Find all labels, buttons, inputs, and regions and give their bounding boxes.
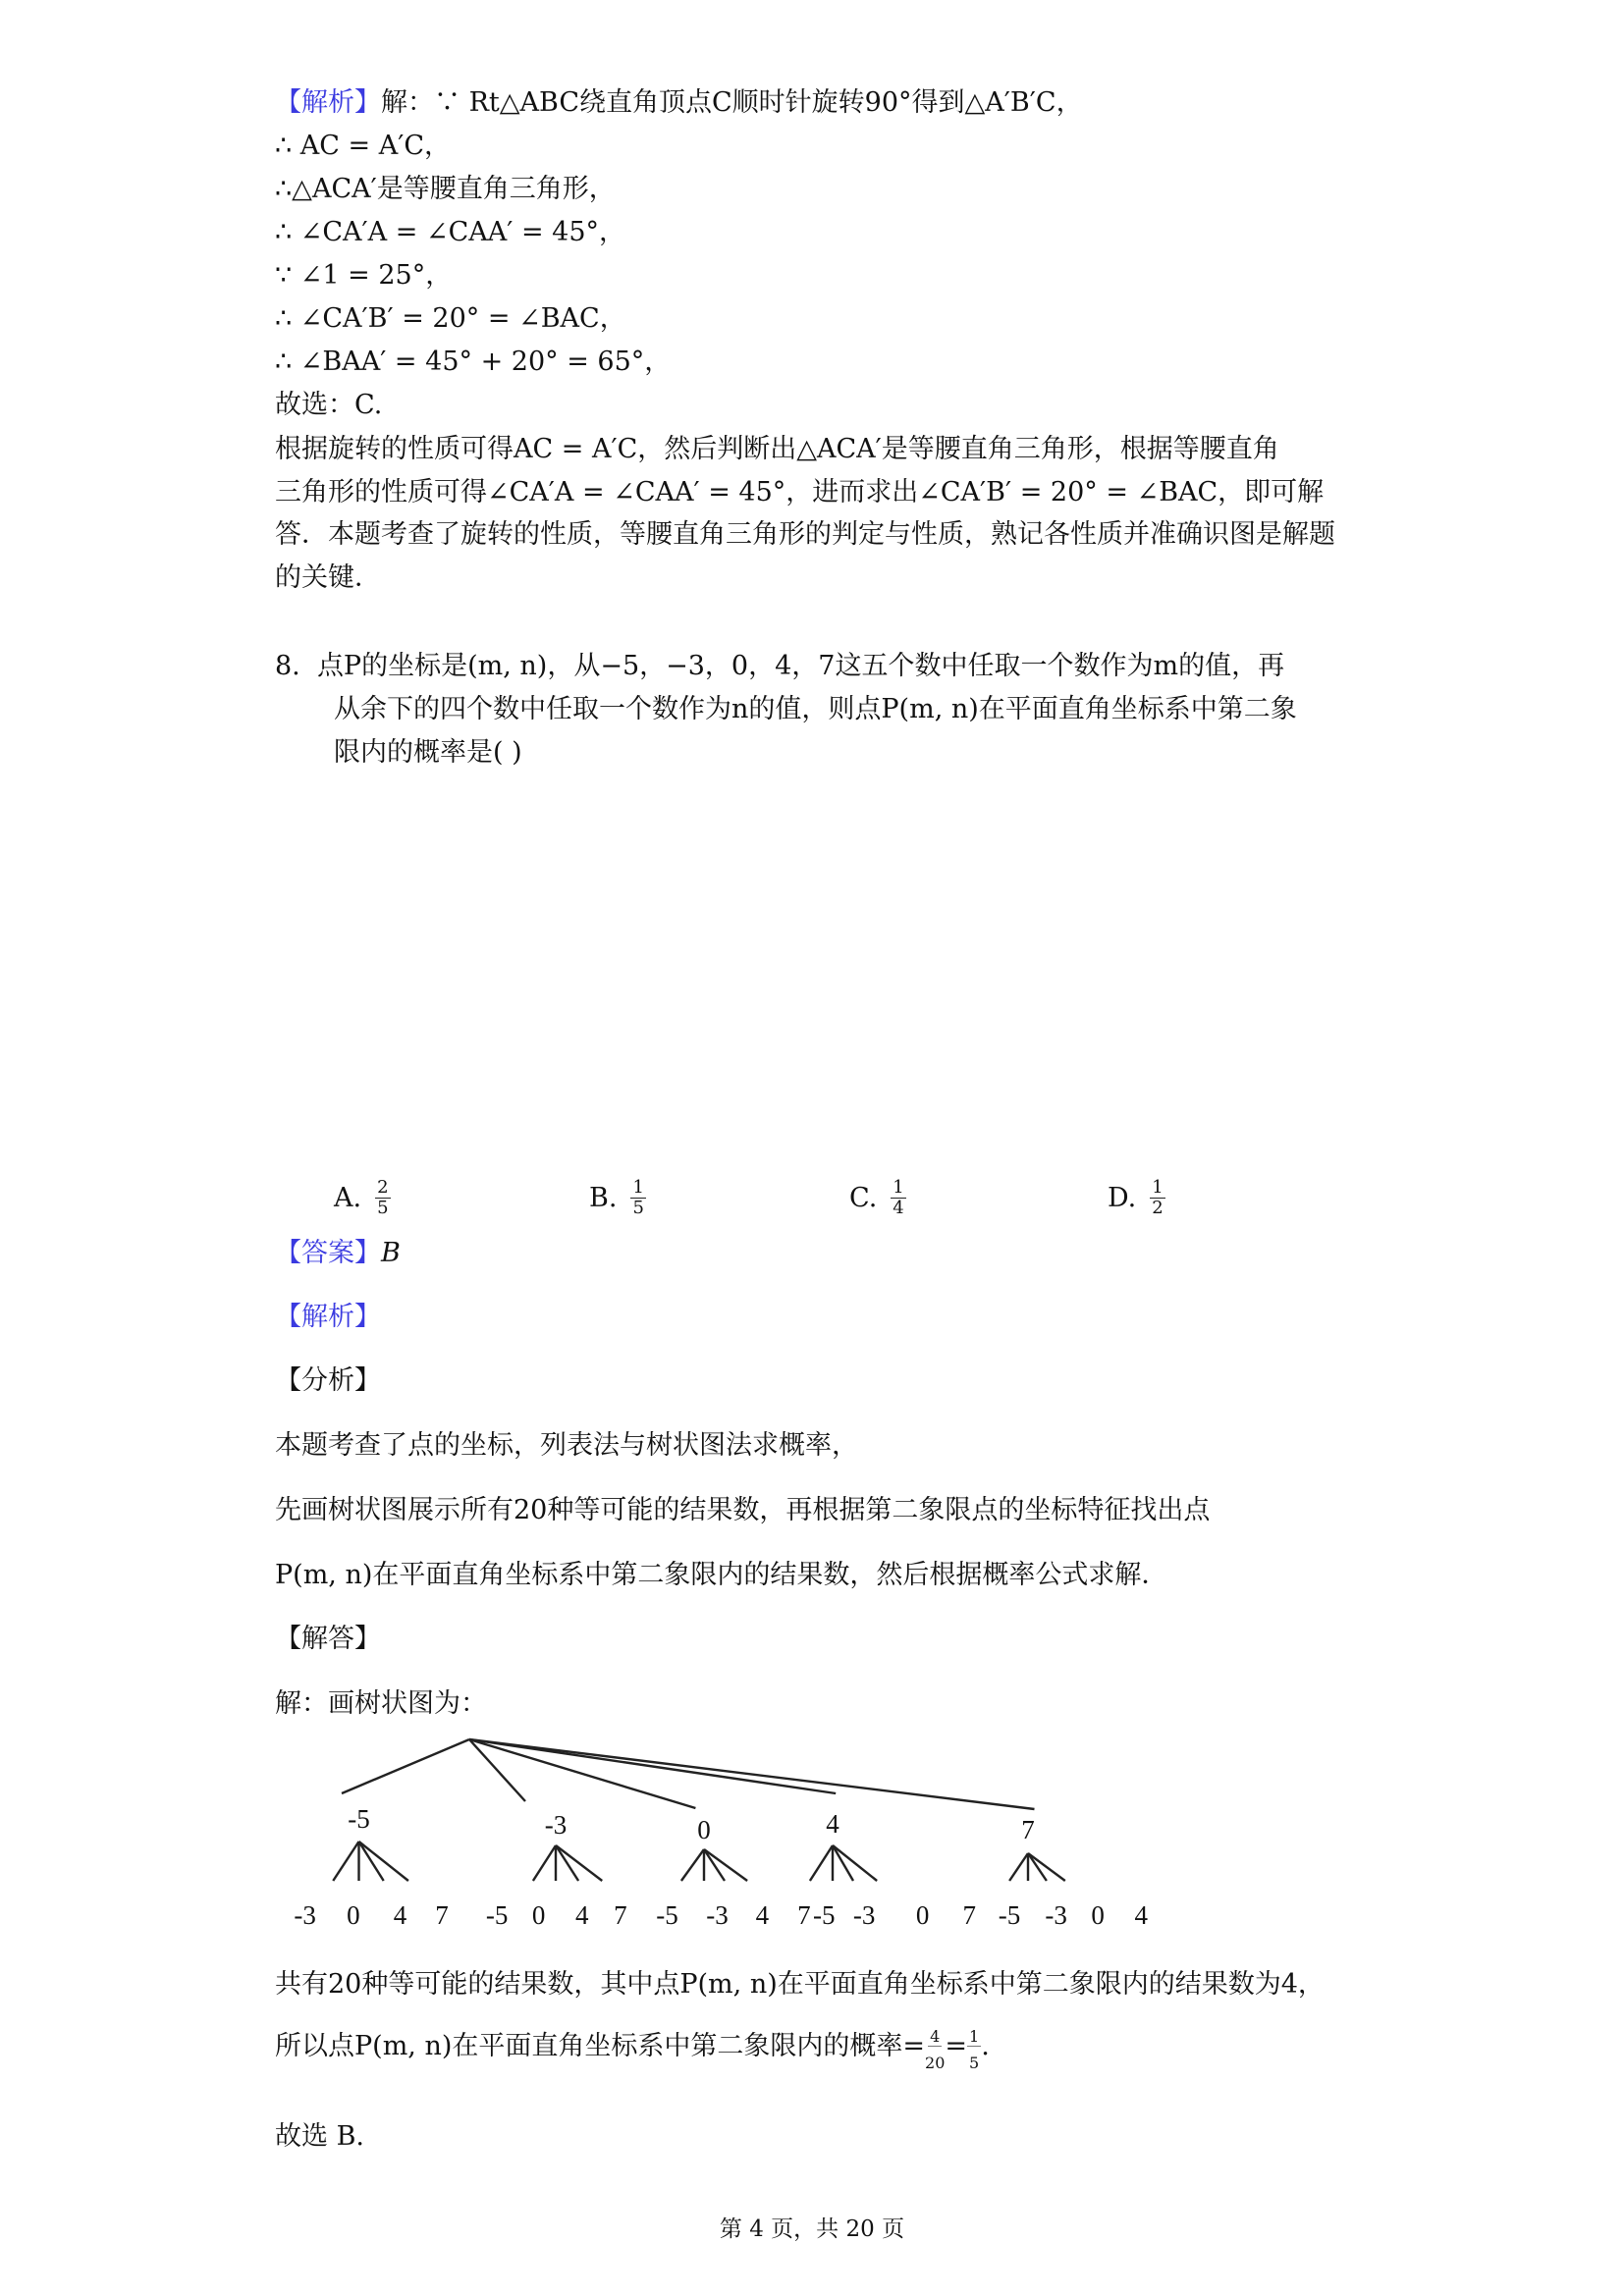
tree-branch-level2 (359, 1842, 408, 1881)
tree-branch-level2 (359, 1842, 384, 1881)
tree-node-level2: -5 (813, 1900, 836, 1930)
tree-node-level2: -3 (1045, 1900, 1067, 1930)
commentary-line: 三角形的性质可得∠CA′A = ∠CAA′ = 45°，进而求出∠CA′B′ = 20° = ∠BAC，即可解 (275, 477, 1325, 507)
tree-node-level1: 0 (697, 1815, 711, 1844)
step-line: ∵ ∠1 = 25°， (275, 260, 453, 291)
tree-node-level2: -3 (294, 1900, 316, 1930)
analysis-line-1 (275, 86, 1083, 120)
tree-branch-level2 (810, 1845, 833, 1881)
tree-node-level2: 7 (614, 1900, 627, 1930)
tree-branch-level2 (704, 1849, 725, 1881)
probability-fraction-1 (925, 2027, 946, 2072)
numerator: 2 (377, 1177, 389, 1198)
answer-line (275, 1237, 401, 1270)
step-line: ∴ ∠CA′B′ = 20° = ∠BAC， (275, 303, 626, 334)
step-line: ∴△ACA′是等腰直角三角形， (275, 174, 616, 204)
fenxi-tag: 【分析】 (275, 1365, 381, 1396)
denominator: 5 (632, 1198, 644, 1218)
tree-branch-level2 (556, 1845, 602, 1881)
tree-node-level2: 4 (755, 1900, 770, 1930)
final-conclusion: 故选 B. (275, 2121, 365, 2152)
commentary-line: 的关键． (275, 562, 381, 593)
step-line: ∴ ∠BAA′ = 45° + 20° = 65°， (275, 347, 672, 377)
tree-labels (294, 1804, 1148, 1930)
tree-node-level1: -3 (544, 1810, 568, 1840)
denominator: 20 (925, 2054, 946, 2072)
question-text: 点P的坐标是(m, n)，从−5，−3，0，4，7这五个数中任取一个数作为m的值，再 (316, 651, 1285, 681)
analysis-text: 解：∵ Rt△ABC绕直角顶点C顺时针旋转90°得到△A′B′C， (381, 87, 1083, 118)
option-fraction (375, 1178, 390, 1218)
tree-node-level2: 4 (393, 1900, 407, 1930)
tree-branch-level2 (1028, 1853, 1065, 1881)
option-fraction (891, 1178, 905, 1218)
jieda-intro: 解：画树状图为： (275, 1688, 487, 1719)
fenxi-line: P(m, n)在平面直角坐标系中第二象限内的结果数，然后根据概率公式求解． (275, 1560, 1168, 1590)
tree-branches (333, 1739, 1065, 1881)
numerator: 4 (930, 2027, 941, 2046)
denominator: 4 (893, 1198, 904, 1218)
option-d[interactable] (1108, 1178, 1165, 1218)
tree-branch-level1 (469, 1739, 836, 1793)
answer-tag: 【答案】 (275, 1238, 381, 1268)
option-label: C. (849, 1182, 878, 1213)
tree-node-level2: -5 (998, 1900, 1021, 1930)
analysis-tag: 【解析】 (275, 1302, 381, 1332)
numerator: 1 (632, 1177, 644, 1198)
tree-branch-level2 (333, 1842, 358, 1881)
tree-node-level2: 0 (531, 1900, 546, 1930)
fenxi-line: 先画树状图展示所有20种等可能的结果数，再根据第二象限点的坐标特征找出点 (275, 1495, 1211, 1525)
tree-branch-level2 (1028, 1853, 1047, 1881)
tree-branch-level1 (469, 1739, 1035, 1809)
option-label: B. (589, 1182, 618, 1213)
tree-node-level1: 4 (826, 1809, 839, 1839)
conclusion-line: 故选：C. (275, 390, 383, 420)
tree-branch-level2 (556, 1845, 578, 1881)
option-b[interactable] (589, 1178, 646, 1218)
tree-branch-level2 (681, 1849, 704, 1881)
tree-node-level2: 0 (915, 1900, 930, 1930)
tree-node-level2: 0 (1091, 1900, 1105, 1930)
page-footer: 第 4 页，共 20 页 (719, 2216, 905, 2242)
tree-branch-level2 (1009, 1853, 1028, 1881)
tree-node-level2: -3 (852, 1900, 876, 1930)
tree-branch-level2 (533, 1845, 556, 1881)
numerator: 1 (1152, 1177, 1164, 1198)
tree-branch-level1 (469, 1739, 695, 1808)
tree-node-level2: -3 (706, 1900, 729, 1930)
option-label: A. (334, 1182, 362, 1213)
fenxi-line: 本题考查了点的坐标，列表法与树状图法求概率， (275, 1430, 858, 1461)
tree-node-level2: 0 (347, 1900, 360, 1930)
tree-branch-level2 (704, 1849, 747, 1881)
tree-branch-level2 (833, 1845, 877, 1881)
tree-branch-level2 (833, 1845, 853, 1881)
denominator: 5 (969, 2054, 980, 2072)
tree-diagram (275, 1737, 1159, 1944)
question-8-line-1 (275, 650, 1284, 683)
commentary-line: 根据旋转的性质可得AC = A′C，然后判断出△ACA′是等腰直角三角形，根据等腰直角 (275, 434, 1279, 464)
tree-node-level2: 4 (575, 1900, 589, 1930)
step-line: ∴ ∠CA′A = ∠CAA′ = 45°， (275, 217, 626, 247)
numerator: 1 (969, 2027, 980, 2046)
tree-node-level2: -5 (485, 1900, 509, 1930)
option-fraction (630, 1178, 645, 1218)
question-text: 限内的概率是( ) (334, 737, 522, 768)
analysis-tag: 【解析】 (275, 87, 381, 118)
tree-node-level2: 7 (435, 1900, 449, 1930)
question-number: 8. (275, 651, 300, 681)
tree-branch-level1 (342, 1739, 469, 1793)
jieda-tag: 【解答】 (275, 1624, 381, 1654)
tree-node-level1: -5 (348, 1804, 370, 1834)
question-text: 从余下的四个数中任取一个数作为n的值，则点P(m, n)在平面直角坐标系中第二象 (334, 694, 1297, 724)
denominator: 2 (1152, 1198, 1164, 1218)
result-line: 共有20种等可能的结果数，其中点P(m, n)在平面直角坐标系中第二象限内的结果数为4， (275, 1969, 1325, 2000)
probability-line (275, 2027, 990, 2072)
tree-node-level1: 7 (1021, 1815, 1035, 1844)
option-label: D. (1108, 1182, 1137, 1213)
answer-value: B (381, 1238, 401, 1268)
step-line: ∴ AC = A′C， (275, 131, 451, 161)
equals-sign: = (945, 2031, 967, 2061)
option-a[interactable] (334, 1178, 391, 1218)
numerator: 1 (893, 1177, 904, 1198)
period: . (981, 2031, 990, 2061)
tree-node-level2: 4 (1134, 1900, 1149, 1930)
option-c[interactable] (849, 1178, 906, 1218)
probability-fraction-2 (967, 2027, 981, 2072)
option-fraction (1150, 1178, 1164, 1218)
denominator: 5 (377, 1198, 389, 1218)
commentary-line: 答．本题考查了旋转的性质，等腰直角三角形的判定与性质，熟记各性质并准确识图是解题 (275, 519, 1335, 550)
tree-node-level2: -5 (656, 1900, 678, 1930)
tree-node-level2: 7 (797, 1900, 811, 1930)
probability-text: 所以点P(m, n)在平面直角坐标系中第二象限内的概率= (275, 2031, 926, 2061)
tree-node-level2: 7 (962, 1900, 976, 1930)
